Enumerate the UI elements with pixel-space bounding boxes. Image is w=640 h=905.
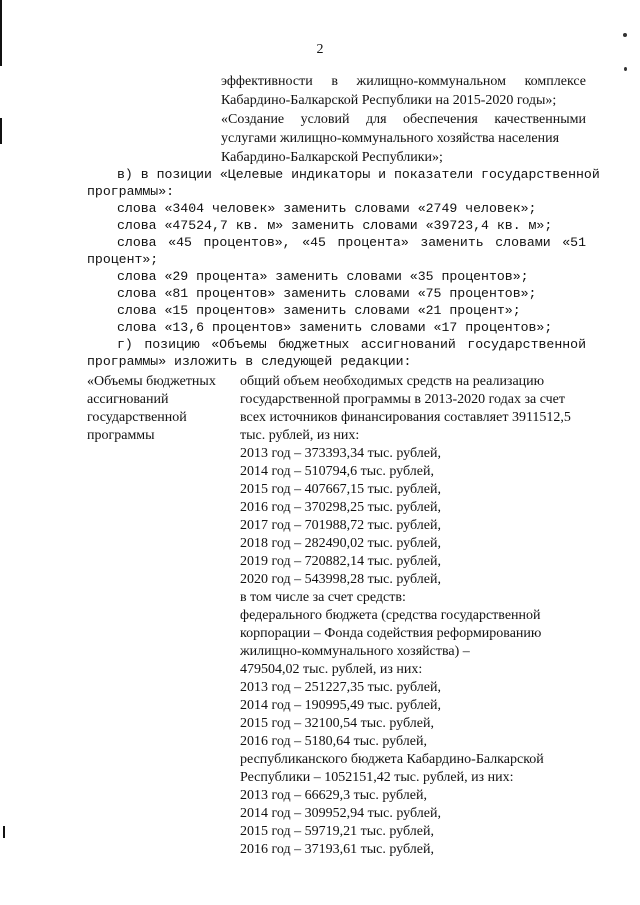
right-text-line: 2013 год – 373393,34 тыс. рублей, [240,446,441,461]
top-line: эффективности в жилищно-коммунальном комплексе [221,74,586,89]
right-text-line: 2015 год – 407667,15 тыс. рублей, [240,482,441,497]
amendment-line: программы»: [87,184,175,199]
page-number: 2 [316,42,324,57]
scan-dot-right-second [624,67,627,71]
right-text-line: федерального бюджета (средства государственной [240,608,541,623]
right-text-line: 2016 год – 5180,64 тыс. рублей, [240,734,427,749]
scan-mark-left-middle [0,118,2,144]
top-line: услугами жилищно-коммунального хозяйства населения [221,131,560,146]
right-text-line: 2016 год – 37193,61 тыс. рублей, [240,842,434,857]
right-text-line: 2015 год – 59719,21 тыс. рублей, [240,824,434,839]
right-text-line: 2015 год – 32100,54 тыс. рублей, [240,716,434,731]
right-text-line: 2019 год – 720882,14 тыс. рублей, [240,554,441,569]
right-text-line: корпорации – Фонда содействия реформированию [240,626,542,641]
right-text-line: общий объем необходимых средств на реализацию [240,374,545,389]
right-text-line: 2017 год – 701988,72 тыс. рублей, [240,518,441,533]
right-text-line: 2014 год – 190995,49 тыс. рублей, [240,698,441,713]
right-text-line: государственной программы в 2013-2020 годах за счет [240,392,566,407]
right-text-line: всех источников финансирования составляет 3911512,5 [240,410,571,425]
right-text-line: жилищно-коммунального хозяйства) – [240,644,470,659]
scan-mark-left-top [0,0,2,66]
top-line: Кабардино-Балкарской Республики»; [221,150,443,165]
right-text-line: в том числе за счет средств: [240,590,406,605]
amendment-line: слова «47524,7 кв. м» заменить словами «39723,4 кв. м»; [117,218,553,233]
amendment-line: слова «3404 человек» заменить словами «2749 человек»; [117,201,537,216]
right-text-line: 479504,02 тыс. рублей, из них: [240,662,423,677]
amendment-line: слова «29 процента» заменить словами «35 процентов»; [117,269,529,284]
amendment-line: слова «13,6 процентов» заменить словами «17 процентов»; [117,320,553,335]
left-label-line: ассигнований [87,392,169,407]
right-text-line: республиканского бюджета Кабардино-Балкарской [240,752,544,767]
left-label-line: государственной [87,410,187,425]
left-label-line: «Объемы бюджетных [87,374,216,389]
right-text-line: 2013 год – 66629,3 тыс. рублей, [240,788,427,803]
scan-dot-right-top [623,33,627,37]
top-line: Кабардино-Балкарской Республики на 2015-2020 годы»; [221,93,557,108]
amendment-line: слова «15 процентов» заменить словами «21 процент»; [117,303,521,318]
right-text-line: 2018 год – 282490,02 тыс. рублей, [240,536,441,551]
right-text-line: 2014 год – 510794,6 тыс. рублей, [240,464,434,479]
left-label-line: программы [87,428,155,443]
amendment-line: в) в позиции «Целевые индикаторы и показатели государственной [117,167,600,182]
right-text-line: Республики – 1052151,42 тыс. рублей, из них: [240,770,514,785]
amendment-line: слова «81 процентов» заменить словами «75 процентов»; [117,286,537,301]
amendment-line: г) позицию «Объемы бюджетных ассигнований государственной [117,337,586,352]
right-text-line: 2013 год – 251227,35 тыс. рублей, [240,680,441,695]
scan-mark-left-bottom [3,826,5,838]
right-text-line: тыс. рублей, из них: [240,428,360,443]
amendment-line: программы» изложить в следующей редакции: [87,354,412,369]
amendment-line: процент»; [87,252,159,267]
right-text-line: 2020 год – 543998,28 тыс. рублей, [240,572,441,587]
right-text-line: 2014 год – 309952,94 тыс. рублей, [240,806,441,821]
amendment-line: слова «45 процентов», «45 процента» заменить словами «51 [117,235,586,250]
right-text-line: 2016 год – 370298,25 тыс. рублей, [240,500,441,515]
top-line: «Создание условий для обеспечения качественными [221,112,586,127]
